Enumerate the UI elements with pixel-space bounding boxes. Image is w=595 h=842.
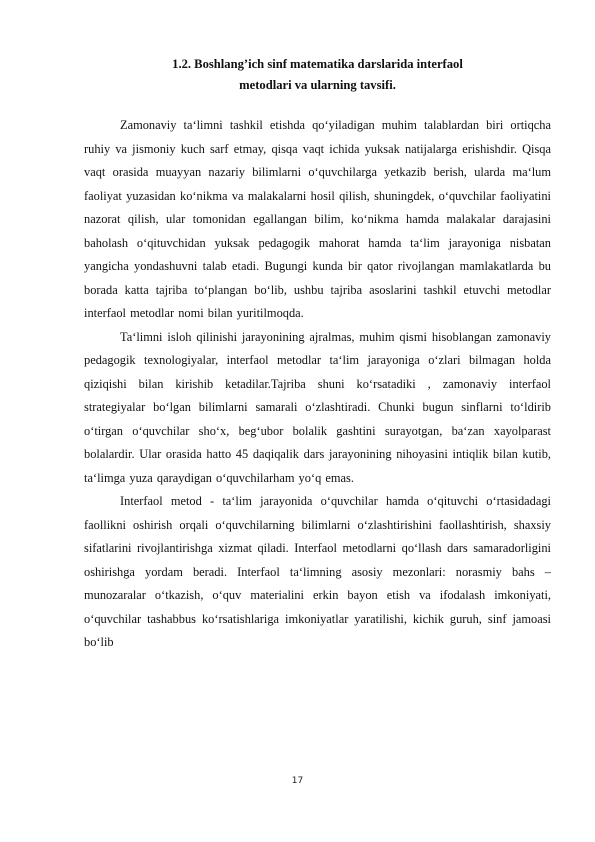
paragraph-2: Ta‘limni isloh qilinishi jarayonining ajralmas, muhim qismi hisoblangan zamonaviy pedagogik texnologiyalar, interfaol metodlar ta‘lim jarayoniga o‘zlari bilmagan holda qiziqishi bilan kirishib ketadilar.Tajriba shuni ko‘rsatadiki , zamonaviy interfaol strategiyalar bo‘lgan bilimlarni samarali o‘zlashtiradi. Chunki bugun sinflarni to‘ldirib o‘tirgan o‘quvchilar sho‘x, beg‘ubor bolalik gashtini surayotgan, ba‘zan xayolparast bolalardir. Ular orasida hatto 45 daqiqalik dars jarayonining nihoyasini intiqlik bilan kutib, ta‘limga yuza qaraydigan o‘quvchilarham yo‘q emas. bbox=[84, 329, 551, 485]
section-heading-line-1: 1.2. Boshlang’ich sinf matematika darslarida interfaol bbox=[172, 57, 463, 71]
section-heading-line-2: metodlari va ularning tavsifi. bbox=[239, 78, 396, 92]
paragraph-1: Zamonaviy ta‘limni tashkil etishda qo‘yiladigan muhim talablardan biri ortiqcha ruhiy va jismoniy kuch sarf etmay, qisqa vaqt ichida yuksak natijalarga erishishdir. Qisqa vaqt orasida muayyan nazariy bilimlarni o‘quvchilarga yetkazib berish, ularda ma‘lum faoliyat yuzasidan ko‘nikma va malakalarni hosil qilish, shuningdek, o‘quvchilar faoliyatini nazorat qilish, ular tomonidan egallangan bilim, ko‘nikma hamda malakalar darajasini baholash o‘qituvchidan yuksak pedagogik mahorat hamda ta‘lim jarayoniga nisbatan yangicha yondashuvni talab etadi. Bugungi kunda bir qator rivojlangan mamlakatlarda bu borada katta tajriba to‘plangan bo‘lib, ushbu tajriba asoslarini tashkil etuvchi metodlar interfaol metodlar nomi bilan yuritilmoqda. bbox=[84, 118, 551, 320]
page-number: 17 bbox=[291, 776, 304, 786]
body-text bbox=[84, 114, 551, 655]
paragraph-3: Interfaol metod - ta‘lim jarayonida o‘quvchilar hamda o‘qituvchi o‘rtasidadagi faollikni oshirish orqali o‘quvchilarning bilimlarni o‘zlashtirishini faollashtirish, shaxsiy sifatlarini rivojlantirishga xizmat qiladi. Interfaol metodlarni qo‘llash dars samaradorligini oshirishga yordam beradi. Interfaol ta‘limning asosiy mezonlari: norasmiy bahs – munozaralar o‘tkazish, o‘quv materialini erkin bayon etish va ifodalash imkoniyati, o‘quvchilar tashabbus ko‘rsatishlariga imkoniyatlar yaratilishi, kichik guruh, sinf jamoasi bo‘lib bbox=[84, 494, 551, 649]
section-heading bbox=[84, 54, 551, 96]
